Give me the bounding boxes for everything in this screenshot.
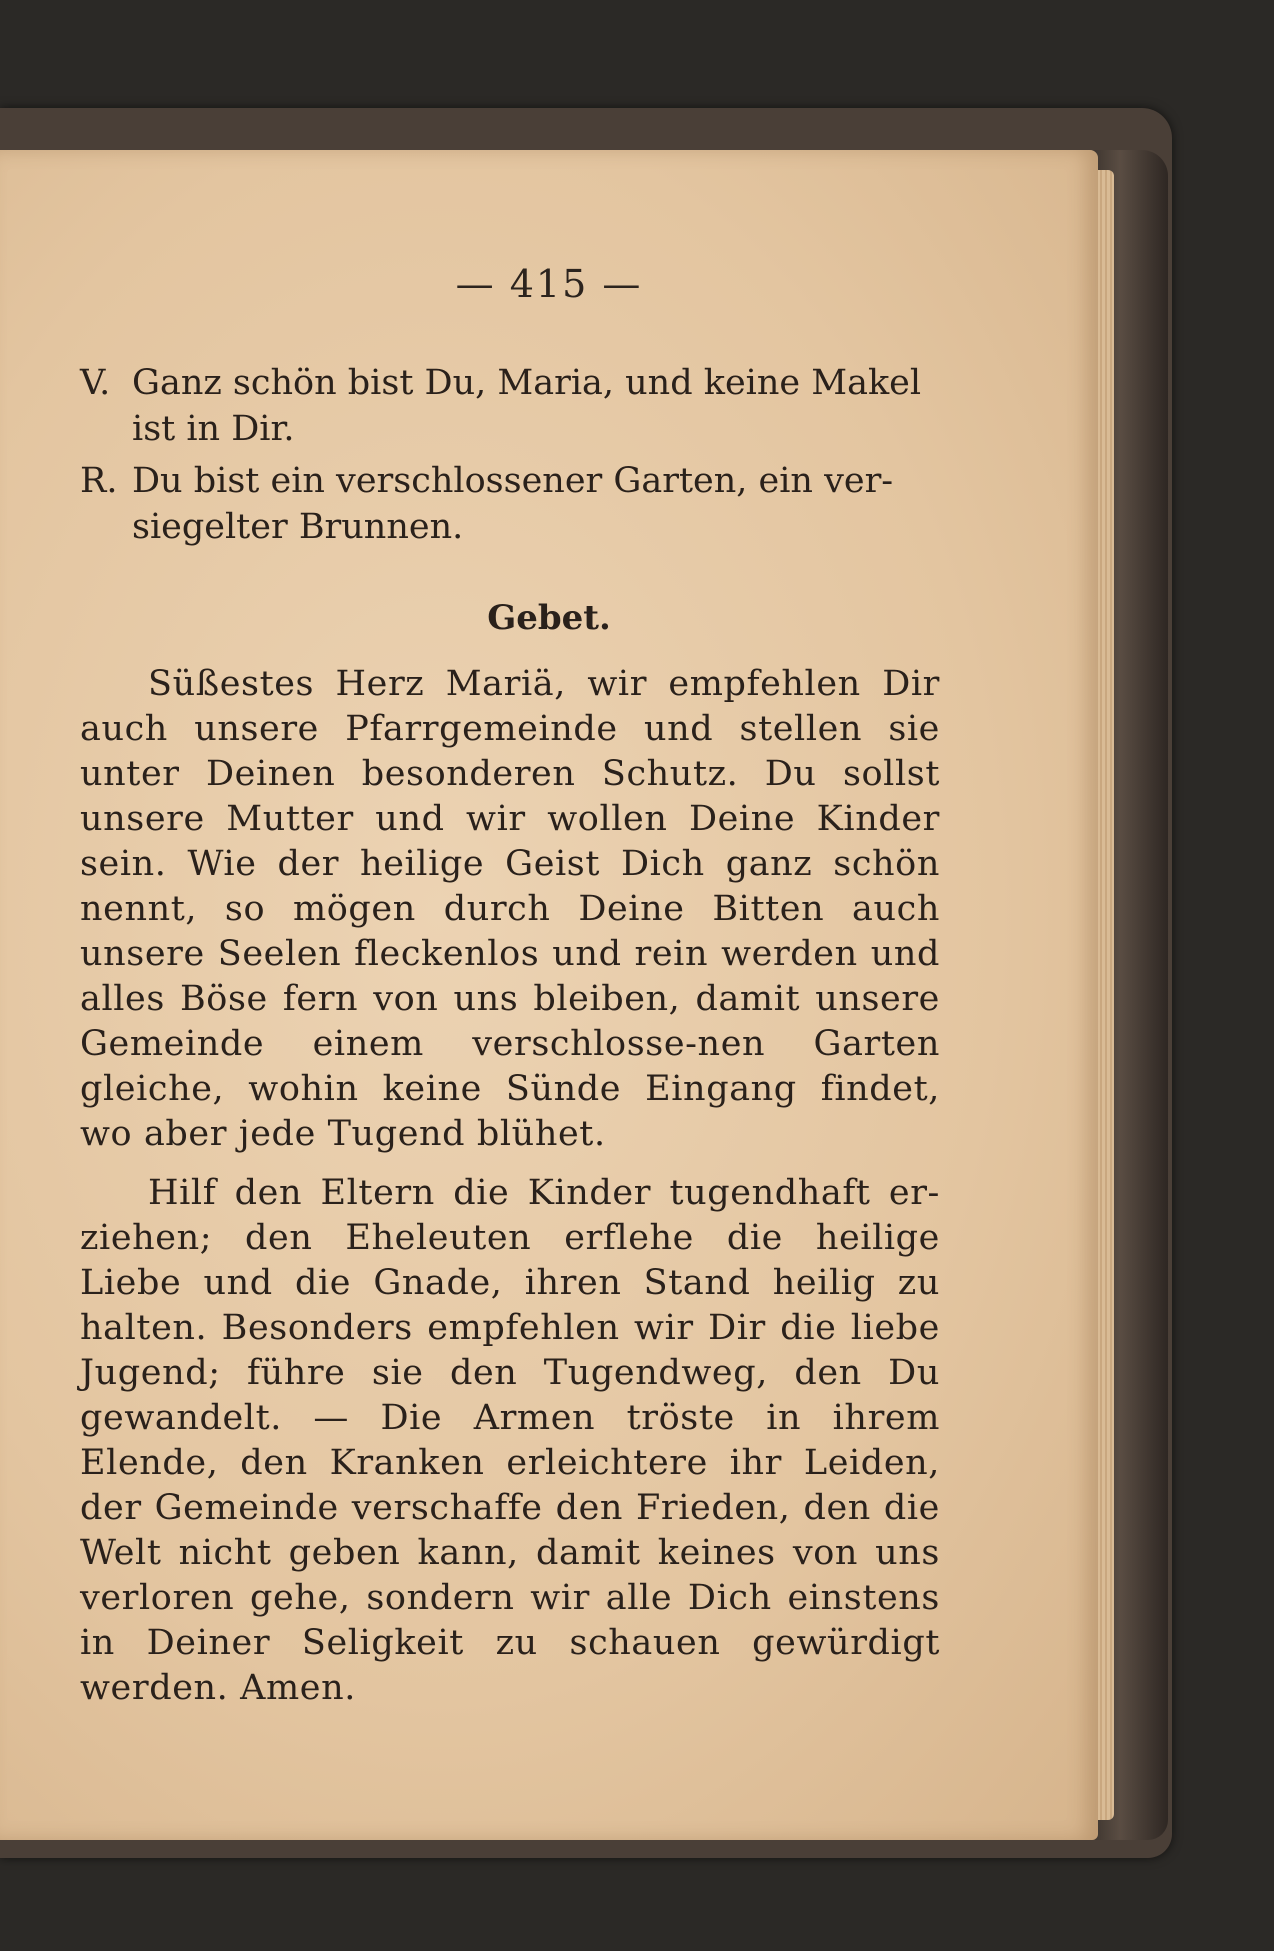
prayer-heading: Gebet. bbox=[487, 598, 611, 638]
prayer-paragraph-2: Hilf den Eltern die Kinder tugendhaft er-ziehen; den Eheleuten erflehe die heilige Liebe und die Gnade, ihren Stand heilig zu halten. Besonders empfehlen wir Dir die liebe Jugend; führe sie den Tugendweg, den Du gewandelt. — Die Armen tröste in ihrem Elende, den Kranken erleichtere ihr Leiden, der Gemeinde verschaffe den Frieden, den die Welt nicht geben kann, damit keines von uns verloren gehe, sondern wir alle Dich einstens in Deiner Seligkeit zu schauen gewürdigt werden. Amen. bbox=[80, 1173, 940, 1708]
prayer-paragraph-1: Süßestes Herz Mariä, wir empfehlen Dir auch unsere Pfarrgemeinde und stellen sie unter Deinen besonderen Schutz. Du sollst unsere Mutter und wir wollen Deine Kinder sein. Wie der heilige Geist Dich ganz schön nennt, so mögen durch Deine Bitten auch unsere Seelen fleckenlos und rein werden und alles Böse fern von uns bleiben, damit unsere Gemeinde einem verschlosse-nen Garten gleiche, wohin keine Sünde Eingang findet, wo aber jede Tugend blühet. bbox=[80, 664, 940, 1154]
versicle-line-2: ist in Dir. bbox=[132, 409, 295, 449]
versicle bbox=[80, 360, 960, 452]
versicle-line-1: Ganz schön bist Du, Maria, und keine Makel bbox=[132, 363, 922, 403]
response-line-1: Du bist ein verschlossener Garten, ein ver- bbox=[132, 461, 894, 501]
versicle-mark: V. bbox=[80, 363, 111, 403]
response-line-2: siegelter Brunnen. bbox=[132, 507, 464, 547]
prayer-body bbox=[80, 662, 940, 1711]
response bbox=[80, 458, 960, 550]
page-number: — 415 — bbox=[455, 262, 643, 306]
response-mark: R. bbox=[80, 461, 118, 501]
